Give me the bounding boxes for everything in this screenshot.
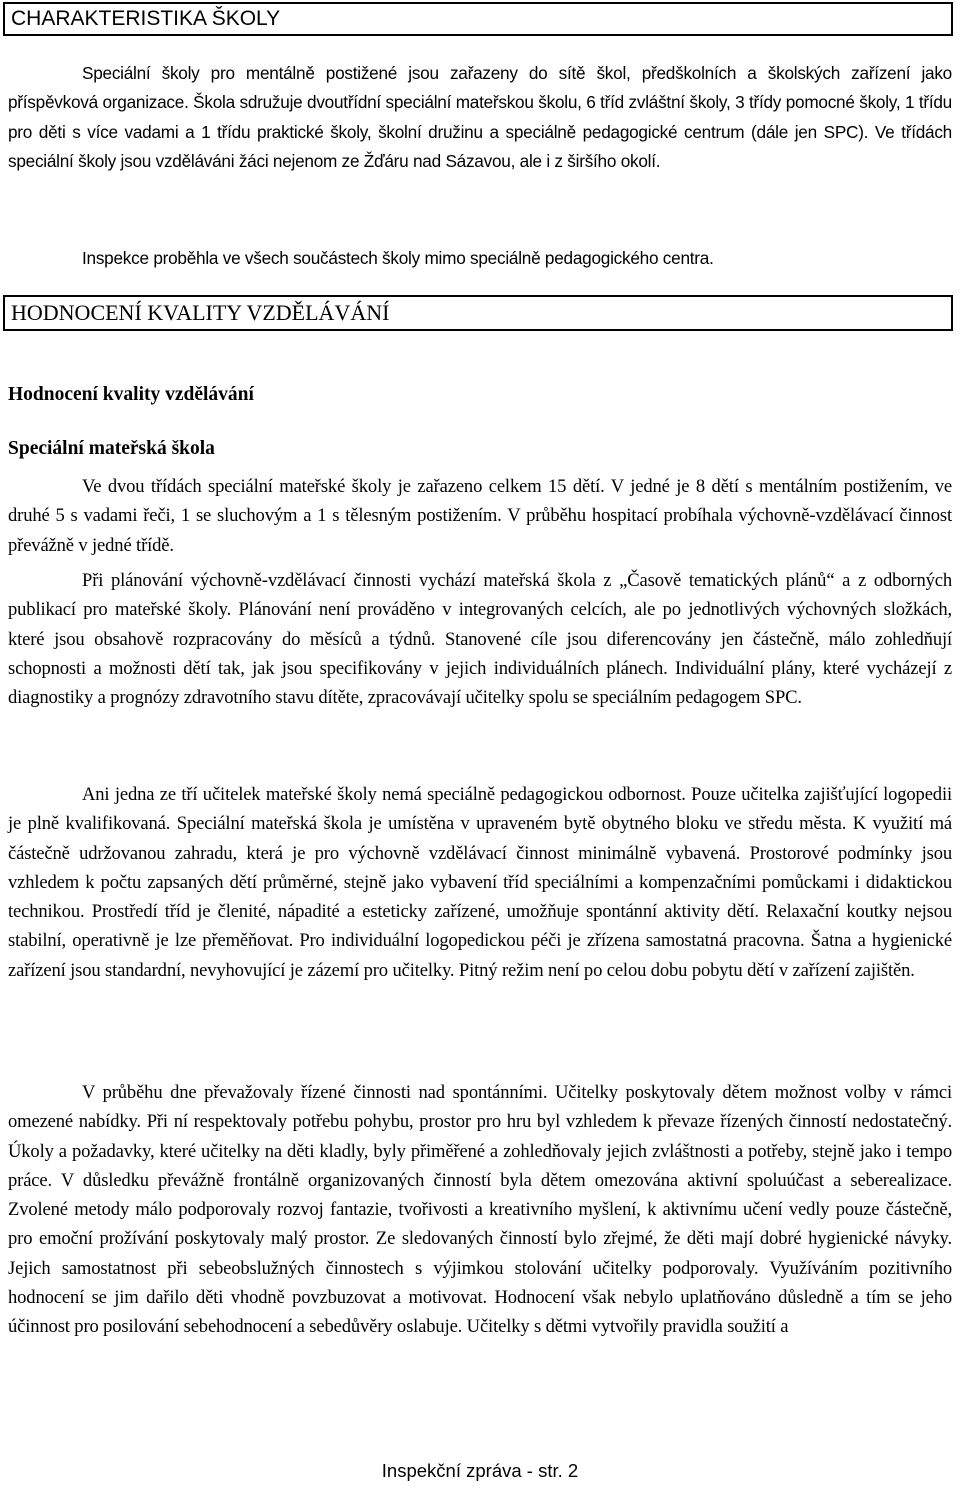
paragraph-inspection-scope: Inspekce proběhla ve všech součástech školy mimo speciálně pedagogického centra. [82,248,714,268]
paragraph-classes: Ve dvou třídách speciální mateřské školy je zařazeno celkem 15 dětí. V jedné je 8 dětí s mentálním postižením, ve druhé 5 s vadami řeči, 1 se sluchovým a 1 s tělesným postižením. V průběhu hospitací probíhala výchovně-vzdělávací činnost převážně v jedné třídě. [8,476,952,556]
section-heading-quality: HODNOCENÍ KVALITY VZDĚLÁVÁNÍ [3,295,953,331]
paragraph-school-characteristics: Speciální školy pro mentálně postižené jsou zařazeny do sítě škol, předškolních a školských zařízení jako příspěvková organizace. Škola sdružuje dvoutřídní speciální mateřskou školu, 6 tříd zvláštní školy, 3 třídy pomocné školy, 1 třídu pro děti s více vadami a 1 třídu praktické školy, školní družinu a speciálně pedagogické centrum (dále jen SPC). Ve třídách speciální školy jsou vzděláváni žáci nejenom ze Žďáru nad Sázavou, ale i z širšího okolí. [8,63,952,171]
subheading-quality: Hodnocení kvality vzdělávání [8,384,254,405]
paragraph-daily-activities: V průběhu dne převažovaly řízené činnosti nad spontánními. Učitelky poskytovaly dětem možnost volby v rámci omezené nabídky. Při ní respektovaly potřebu pohybu, prostor pro hru byl vzhledem k převaze řízených činností nedostatečný. Úkoly a požadavky, které učitelky na děti kladly, byly přiměřené a zohledňovaly jejich zvláštnosti a potřeby, stejně jako i tempo práce. V důsledku převážně frontálně organizovaných činností byla dětem omezována aktivní spoluúčast a seberealizace. Zvolené metody málo podporovaly rozvoj fantazie, tvořivosti a kreativního myšlení, k aktivnímu učení vedly pouze částečně, pro emoční prožívání poskytovaly malý prostor. Ze sledovaných činností bylo zřejmé, že děti mají dobré hygienické návyky. Jejich samostatnost při sebeobslužných činnostech s výjimkou stolování učitelky podporovaly. Využíváním pozitivního hodnocení se jim dařilo děti vhodně povzbuzovat a motivovat. Hodnocení však nebylo uplatňováno důsledně a tím se jeho účinnost pro posilování sebehodnocení a sebedůvěry oslabuje. Učitelky s dětmi vytvořily pravidla soužití a [8,1082,952,1338]
page-footer: Inspekční zpráva - str. 2 [381,1460,579,1481]
paragraph-planning: Při plánování výchovně-vzdělávací činnosti vychází mateřská škola z „Časově tematických plánů“ a z odborných publikací pro mateřské školy. Plánování není prováděno v integrovaných celcích, ale po jednotlivých výchovných složkách, které jsou obsahově rozpracovány do měsíců a týdnů. Stanovené cíle jsou diferencovány jen částečně, málo zohledňují schopnosti a možnosti dětí tak, jak jsou specifikovány v jejich individuálních plánech. Individuální plány, které vycházejí z diagnostiky a prognózy zdravotního stavu dítěte, zpracovávají učitelky spolu se speciálním pedagogem SPC. [8,570,952,709]
subheading-kindergarten: Speciální mateřská škola [8,438,215,459]
paragraph-staff-conditions: Ani jedna ze tří učitelek mateřské školy nemá speciálně pedagogickou odbornost. Pouze učitelka zajišťující logopedii je plně kvalifikovaná. Speciální mateřská škola je umístěna v upraveném bytě obytného bloku ve středu města. K využití má částečně udržovanou zahradu, která je pro výchovně vzdělávací činnost minimálně vybavená. Prostorové podmínky jsou vzhledem k počtu zapsaných dětí průměrné, stejně jako vybavení tříd speciálními a kompenzačními pomůckami i didaktickou technikou. Prostředí tříd je členité, nápadité a esteticky zařízené, umožňuje spontánní aktivity dětí. Relaxační koutky nejsou stabilní, operativně je lze přeměňovat. Pro individuální logopedickou péči je zřízena samostatná pracovna. Šatna a hygienické zařízení jsou standardní, nevyhovující je zázemí pro učitelky. Pitný režim není po celou dobu pobytu dětí v zařízení zajištěn. [8,784,952,981]
section-heading-characteristics: CHARAKTERISTIKA ŠKOLY [3,2,953,36]
